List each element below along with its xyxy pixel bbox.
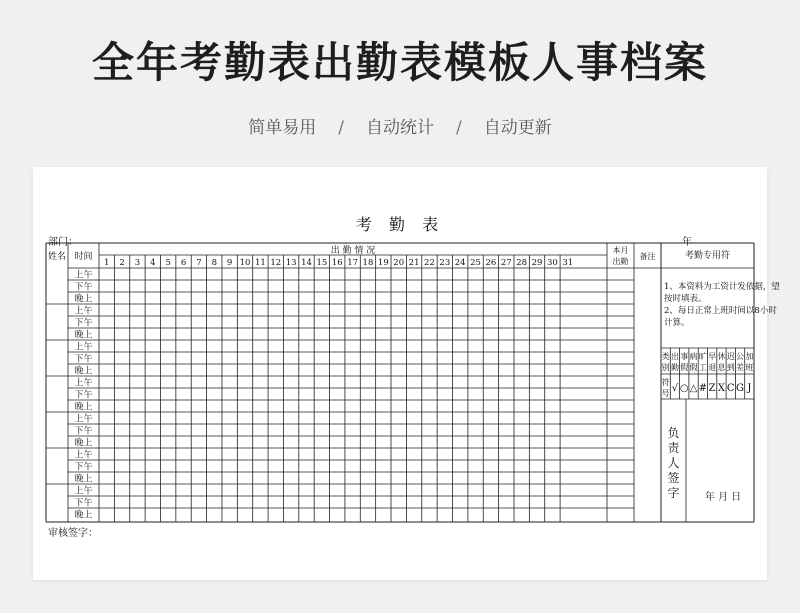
note-line: 按时填表。 xyxy=(664,294,707,304)
header-attendance: 出 勤 情 况 xyxy=(330,246,376,256)
signer-label: 字 xyxy=(667,486,680,500)
period-label: 上午 xyxy=(74,306,93,317)
signer-label: 签 xyxy=(667,471,680,485)
category-8: 公 xyxy=(736,352,745,361)
tag-easy: 简单易用 xyxy=(248,118,317,138)
day-number: 12 xyxy=(270,258,282,268)
category-9: 加 xyxy=(745,352,754,361)
category-7: 到 xyxy=(726,363,735,372)
category-label: 类 xyxy=(661,352,670,361)
category-2: 假 xyxy=(680,363,689,372)
period-label: 上午 xyxy=(74,270,93,281)
category-8: 差 xyxy=(736,363,745,372)
period-label: 上午 xyxy=(74,450,93,461)
attendance-sheet xyxy=(33,167,780,580)
day-number: 4 xyxy=(150,258,156,268)
signer-label: 责 xyxy=(667,441,680,455)
period-label: 下午 xyxy=(74,282,93,293)
category-1: 出 xyxy=(670,352,679,361)
period-label: 下午 xyxy=(74,426,93,437)
category-label: 别 xyxy=(661,363,670,372)
day-number: 30 xyxy=(547,258,558,268)
day-number: 16 xyxy=(331,258,343,268)
attendance-symbol: G xyxy=(736,383,745,394)
day-number: 15 xyxy=(316,258,328,268)
day-number: 9 xyxy=(226,258,233,268)
category-3: 假 xyxy=(689,363,698,372)
category-4: 工 xyxy=(698,363,707,372)
period-label: 晚上 xyxy=(74,510,93,521)
day-number: 27 xyxy=(500,258,512,268)
period-label: 下午 xyxy=(74,390,93,401)
signer-label: 人 xyxy=(667,456,680,470)
attendance-grid xyxy=(33,167,780,580)
attendance-symbol: Z xyxy=(708,383,716,394)
period-label: 晚上 xyxy=(74,402,93,413)
year-label: 年 xyxy=(682,237,692,248)
note-line: 1、本资料为工资计发依据，望 xyxy=(664,282,780,292)
attendance-symbol: J xyxy=(747,383,752,394)
tag-auto-stats: 自动统计 xyxy=(366,118,434,138)
symbol-label: 符 xyxy=(661,378,670,387)
banner-title: 全年考勤表出勤表模板人事档案 xyxy=(91,38,708,87)
banner-tags xyxy=(0,113,800,138)
period-label: 上午 xyxy=(74,414,93,425)
sheet-title: 考 勤 表 xyxy=(355,215,445,234)
day-number: 3 xyxy=(134,258,141,268)
category-1: 勤 xyxy=(670,363,679,372)
day-number: 14 xyxy=(301,258,312,268)
day-number: 11 xyxy=(254,258,266,268)
day-number: 29 xyxy=(531,258,543,268)
review-signature-label: 审核签字： xyxy=(48,528,98,539)
day-number: 2 xyxy=(119,258,125,268)
category-6: 息 xyxy=(717,363,726,372)
period-label: 晚上 xyxy=(74,330,93,341)
header-symbols: 考勤专用符 xyxy=(684,251,731,261)
attendance-symbol: X xyxy=(717,383,726,394)
day-number: 5 xyxy=(165,258,171,268)
day-number: 13 xyxy=(285,258,297,268)
period-label: 晚上 xyxy=(74,294,93,305)
attendance-symbol: ○ xyxy=(679,383,689,394)
attendance-symbol: △ xyxy=(689,383,698,394)
period-label: 晚上 xyxy=(74,366,93,377)
category-5: 早 xyxy=(708,352,717,361)
header-time: 时间 xyxy=(74,252,93,262)
header-name: 姓名 xyxy=(47,252,67,262)
header-remarks: 备注 xyxy=(639,252,656,261)
day-number: 19 xyxy=(377,258,389,268)
day-number: 10 xyxy=(239,258,251,268)
period-label: 下午 xyxy=(74,462,93,473)
separator: / xyxy=(456,118,462,138)
period-label: 上午 xyxy=(74,342,93,353)
header-monthly-attendance: 本月 xyxy=(612,246,629,255)
day-number: 6 xyxy=(180,258,187,268)
day-number: 26 xyxy=(485,258,497,268)
day-number: 23 xyxy=(439,258,451,268)
header-monthly-attendance: 出勤 xyxy=(612,257,629,266)
day-number: 7 xyxy=(196,258,202,268)
day-number: 22 xyxy=(424,258,435,268)
tag-auto-update: 自动更新 xyxy=(483,118,552,138)
note-line: 2、每日正常上班时间以8小时 xyxy=(664,306,777,316)
day-number: 17 xyxy=(347,258,359,268)
period-label: 下午 xyxy=(74,354,93,365)
period-label: 下午 xyxy=(74,498,93,509)
category-4: 旷 xyxy=(698,352,707,361)
day-number: 1 xyxy=(103,258,110,268)
attendance-symbol: √ xyxy=(671,383,679,394)
note-line: 计算。 xyxy=(664,318,690,328)
category-6: 休 xyxy=(717,352,726,361)
period-label: 上午 xyxy=(74,486,93,497)
day-number: 21 xyxy=(408,258,420,268)
separator: / xyxy=(338,118,344,138)
department-label: 部门： xyxy=(48,237,78,248)
category-9: 班 xyxy=(745,363,754,372)
period-label: 晚上 xyxy=(74,474,93,485)
category-5: 退 xyxy=(708,363,717,372)
day-number: 31 xyxy=(562,258,574,268)
signer-label: 负 xyxy=(667,426,680,440)
attendance-symbol: C xyxy=(726,383,735,394)
category-7: 迟 xyxy=(726,352,735,361)
day-number: 28 xyxy=(516,258,528,268)
period-label: 晚上 xyxy=(74,438,93,449)
category-2: 事 xyxy=(680,352,689,361)
day-number: 24 xyxy=(454,258,466,268)
day-number: 20 xyxy=(393,258,405,268)
day-number: 25 xyxy=(470,258,481,268)
period-label: 上午 xyxy=(74,378,93,389)
period-label: 下午 xyxy=(74,318,93,329)
category-3: 病 xyxy=(689,352,698,361)
day-number: 8 xyxy=(211,258,217,268)
symbol-label: 号 xyxy=(661,389,670,398)
attendance-symbol: # xyxy=(698,383,708,394)
signer-date: 年 月 日 xyxy=(704,492,742,503)
day-number: 18 xyxy=(362,258,374,268)
